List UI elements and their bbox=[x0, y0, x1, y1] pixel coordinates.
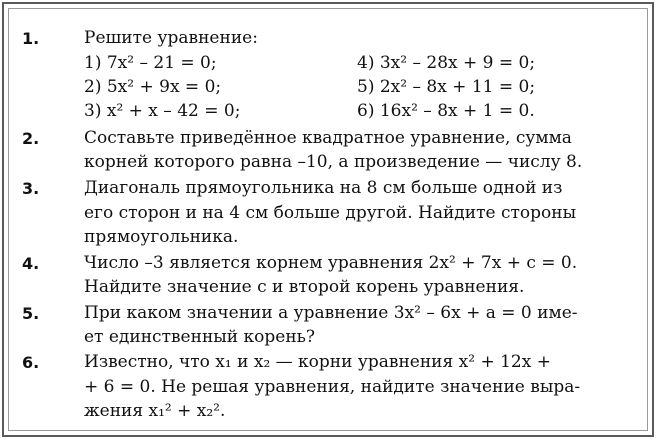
task-3-line-3: прямоугольника. bbox=[84, 227, 239, 247]
task-1-equation-6: 6) 16x² – 8x + 1 = 0. bbox=[357, 101, 535, 121]
task-1-equation-2: 2) 5x² + 9x = 0; bbox=[84, 77, 222, 97]
task-5-line-2: ет единственный корень? bbox=[84, 327, 316, 347]
task-1-line-1: Решите уравнение: bbox=[84, 28, 258, 48]
task-6-line-3: жения x₁² + x₂². bbox=[84, 401, 226, 421]
task-1-equation-5: 5) 2x² – 8x + 11 = 0; bbox=[357, 77, 536, 97]
task-2-line-2: корней которого равна –10, а произведение — числу 8. bbox=[84, 152, 583, 172]
task-3-number: 3. bbox=[22, 179, 40, 198]
task-1-number: 1. bbox=[22, 29, 40, 48]
task-4-number: 4. bbox=[22, 254, 40, 273]
task-2-number: 2. bbox=[22, 129, 40, 148]
task-1-equation-3: 3) x² + x – 42 = 0; bbox=[84, 101, 241, 121]
task-3-line-1: Диагональ прямоугольника на 8 см больше одной из bbox=[84, 178, 563, 198]
task-6-line-2: + 6 = 0. Не решая уравнения, найдите значение выра- bbox=[84, 377, 581, 397]
task-1-equation-4: 4) 3x² – 28x + 9 = 0; bbox=[357, 53, 536, 73]
task-1-equation-1: 1) 7x² – 21 = 0; bbox=[84, 53, 217, 73]
task-5-number: 5. bbox=[22, 304, 40, 323]
task-5-line-1: При каком значении a уравнение 3x² – 6x + a = 0 име- bbox=[84, 303, 578, 323]
task-4-line-2: Найдите значение c и второй корень уравнения. bbox=[84, 277, 525, 297]
task-2-line-1: Составьте приведённое квадратное уравнение, сумма bbox=[84, 128, 572, 148]
task-4-line-1: Число –3 является корнем уравнения 2x² + 7x + c = 0. bbox=[84, 253, 578, 273]
task-6-line-1: Известно, что x₁ и x₂ — корни уравнения x² + 12x + bbox=[84, 352, 551, 372]
task-3-line-2: его сторон и на 4 см больше другой. Найдите стороны bbox=[84, 203, 577, 223]
task-6-number: 6. bbox=[22, 353, 40, 372]
